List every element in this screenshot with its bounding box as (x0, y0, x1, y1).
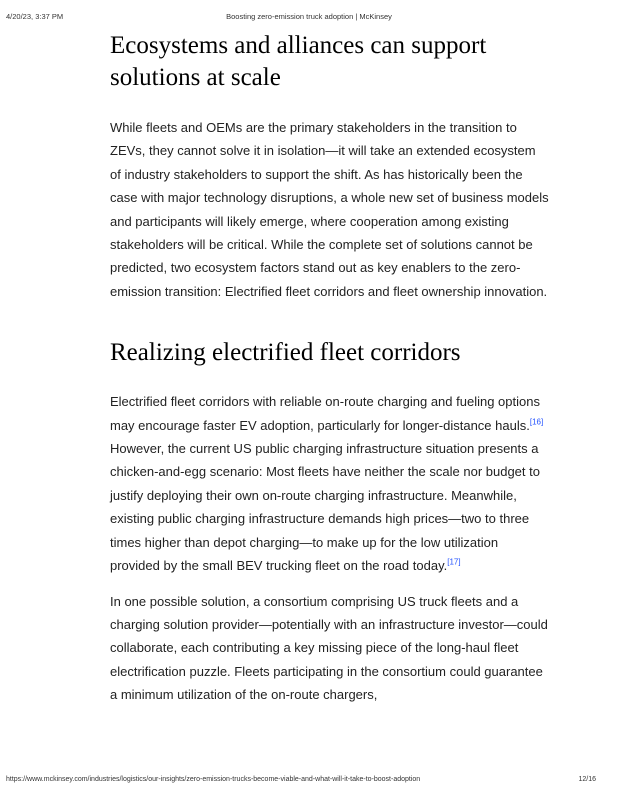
citation-16[interactable] (530, 417, 543, 426)
paragraph-corridors-1 (110, 390, 550, 577)
section-heading-corridors: Realizing electrified fleet corridors (110, 339, 461, 367)
print-title: Boosting zero-emission truck adoption | McKinsey (226, 12, 392, 21)
citation-link[interactable]: [16] (529, 417, 544, 427)
print-header (0, 12, 618, 24)
section-heading-ecosystems: Ecosystems and alliances can support solutions at scale (110, 32, 487, 91)
page-number: 12/16 (578, 776, 596, 783)
print-date: 4/20/23, 3:37 PM (6, 12, 64, 21)
paragraph-text: Electrified fleet corridors with reliable on-route charging and fueling options may encourage faster EV adoption, particularly for longer-distance hauls. (110, 394, 540, 433)
citation-link[interactable]: [17] (447, 557, 461, 567)
paragraph-ecosystems: While fleets and OEMs are the primary stakeholders in the transition to ZEVs, they cannot solve it in isolation—it will take an extended ecosystem of industry stakeholders to support the shift. As has historically been the case with major technology disruptions, a whole new set of business models and participants will likely emerge, where cooperation among existing stakeholders will be critical. While the complete set of solutions cannot be predicted, two ecosystem factors stand out as key enablers to the zero-emission transition: Electrified fleet corridors and fleet ownership innovation. (110, 120, 549, 299)
article-body (110, 30, 550, 707)
paragraph-text: However, the current US public charging infrastructure situation presents a chicken-and-egg scenario: Most fleets have neither the scale nor budget to justify deploying their own on-route charging infrastructure. Meanwhile, existing public charging infrastructure demands high prices—two to three times higher than depot charging—to make up for the low utilization provided by the small BEV trucking fleet on the road today. (110, 441, 540, 574)
print-url: https://www.mckinsey.com/industries/logistics/our-insights/zero-emission-trucks-become-viable-and-what-will-it-take-to-boost-adoption (6, 776, 421, 783)
print-footer (0, 776, 618, 788)
paragraph-corridors-2: In one possible solution, a consortium comprising US truck fleets and a charging solution provider—potentially with an infrastructure investor—could collaborate, each contributing a key missing piece of the long-haul fleet electrification puzzle. Fleets participating in the consortium could guarantee a minimum utilization of the on-route chargers, (110, 593, 548, 703)
citation-17[interactable] (447, 558, 460, 567)
